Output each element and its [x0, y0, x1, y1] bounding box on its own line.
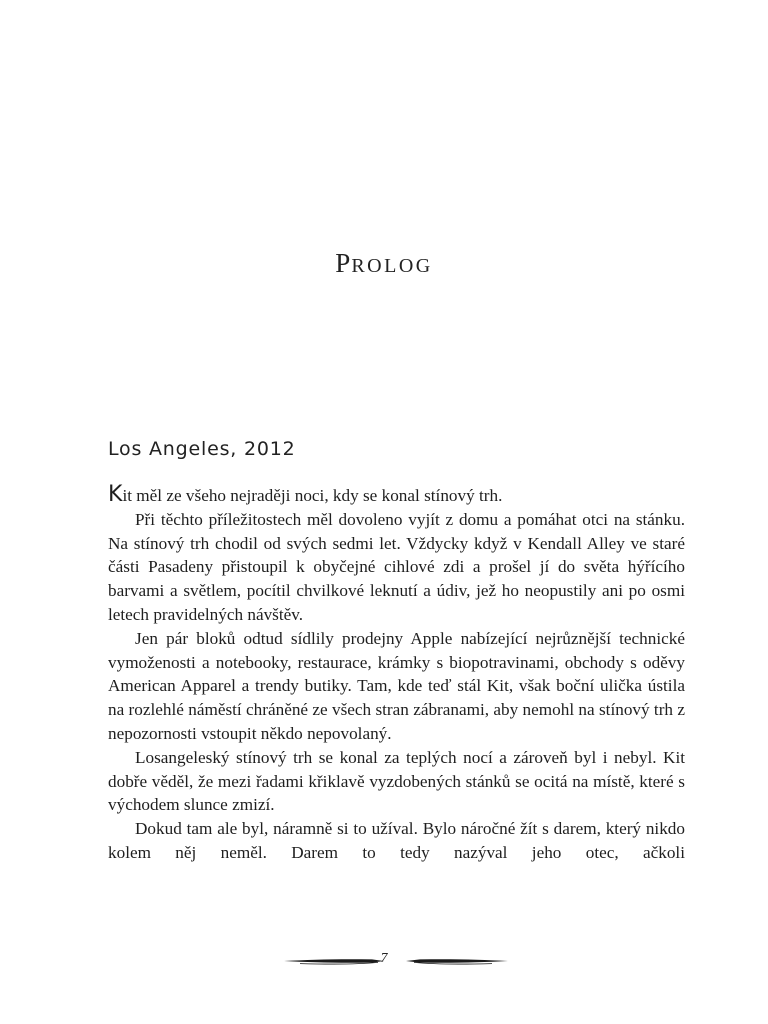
body-text: [108, 484, 685, 865]
page-number: 7: [380, 951, 388, 966]
paragraph-5: Dokud tam ale byl, náramně si to užíval. Bylo náročné žít s darem, který nikdo kolem něj neměl. Darem to tedy nazýval jeho otec, ačkoli: [108, 819, 685, 862]
paragraph-3: Jen pár bloků odtud sídlily prodejny Apple nabízející nejrůznější technické vymoženosti a notebooky, restaurace, krámky s biopotravinami, obchody s oděvy American Apparel a trendy butiky. Tam, kde teď stál Kit, však boční ulička ústila na rozlehlé náměstí chráněné ze všech stran zábranami, aby nemohl na stínový trh z nepozornosti vstoupit někdo nepovolaný.: [108, 628, 685, 743]
chapter-title: [0, 248, 768, 279]
chapter-title-initial: P: [335, 248, 352, 278]
paragraph-4: Losangeleský stínový trh se konal za teplých nocí a zároveň byl i nebyl. Kit dobře věděl, že mezi řadami křiklavě vyzdobených stánků se ocitá na místě, které s východem slunce zmizí.: [108, 747, 685, 815]
paragraph-2: Při těchto příležitostech měl dovoleno vyjít z domu a pomáhat otci na stánku. Na stínový trh chodil od svých sedmi let. Vždycky když v Kendall Alley ve staré části Pasadeny přistoupil k obyčejné cihlové zdi a prošel jí do světa hýřícího barvami a světlem, pocítil chvilkové leknutí a údiv, jež ho neopustily ani po osmi letech pravidelných návštěv.: [108, 509, 685, 624]
paragraph-1: [108, 484, 685, 508]
paragraph-1-text: it měl ze všeho nejraději noci, kdy se konal stínový trh.: [122, 486, 503, 505]
page-footer: [0, 950, 768, 972]
drop-cap: K: [108, 482, 123, 507]
location-heading: Los Angeles, 2012: [108, 438, 296, 460]
chapter-title-rest: ROLOG: [351, 255, 433, 277]
